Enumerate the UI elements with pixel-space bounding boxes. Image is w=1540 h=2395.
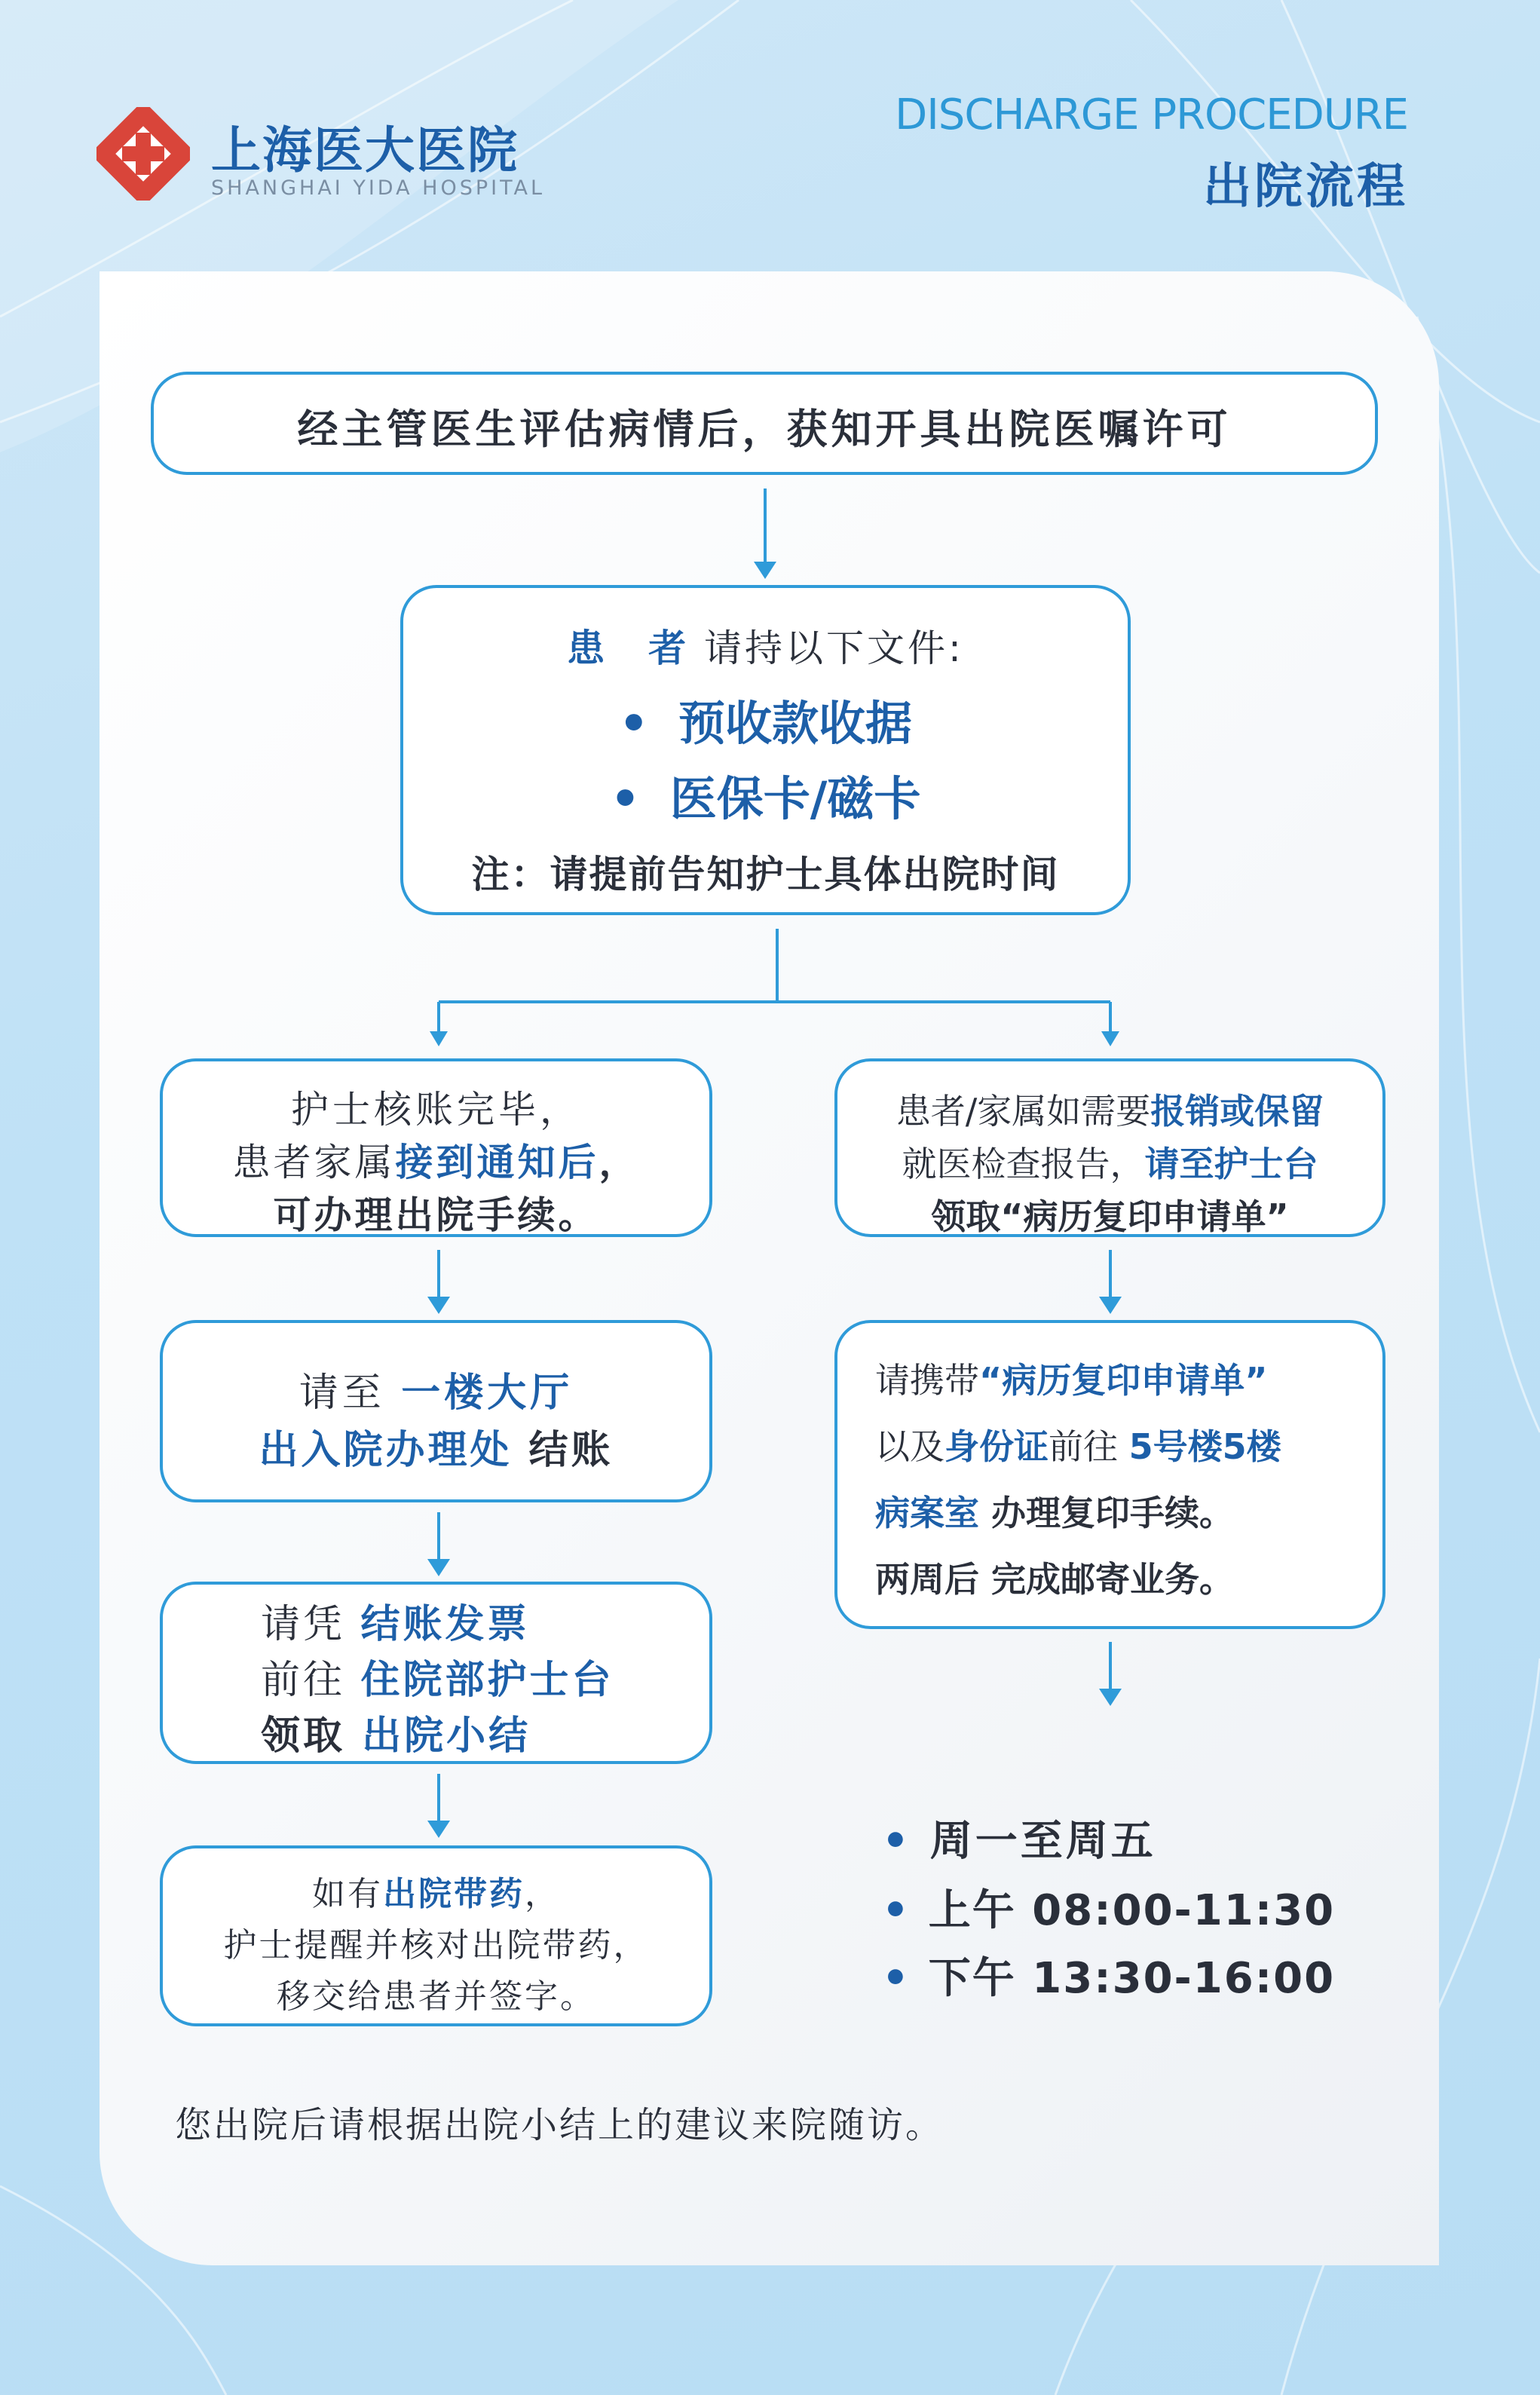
step-medical-record-copy: 请携带“病历复印申请单” 以及身份证前往 5号楼5楼 病案室 办理复印手续。 两周后 完成邮寄业务。 — [834, 1320, 1385, 1629]
step-discharge-summary: 请凭 结账发票 前往 住院部护士台 领取 出院小结 — [160, 1582, 712, 1764]
bullet-icon: • — [610, 771, 641, 826]
documents-note: 注：请提前告知护士具体出院时间 — [471, 853, 1060, 896]
hours-days: • 周一至周五 — [882, 1817, 1156, 1866]
hospital-name-en: SHANGHAI YIDA HOSPITAL — [211, 176, 546, 200]
hours-morning: • 上午 08:00-11:30 — [882, 1886, 1336, 1935]
doc-receipt: 预收款收据 — [678, 696, 913, 751]
step-copy-request: 患者/家属如需要报销或保留 就医检查报告，请至护士台 领取“病历复印申请单” — [834, 1058, 1385, 1237]
bullet-icon: • — [882, 1817, 912, 1866]
step-doctor-approval-text: 经主管医生评估病情后，获知开具出院医嘱许可 — [297, 406, 1232, 453]
hospital-name-cn: 上海医大医院 — [211, 121, 519, 179]
step-discharge-medication: 如有出院带药， 护士提醒并核对出院带药， 移交给患者并签字。 — [160, 1845, 712, 2026]
page-title-en: DISCHARGE PROCEDURE — [895, 90, 1408, 139]
bullet-icon: • — [618, 696, 649, 751]
step-nurse-checkout: 护士核账完毕， 患者家属接到通知后， 可办理出院手续。 — [160, 1058, 712, 1237]
bullet-icon: • — [882, 1954, 911, 2003]
documents-label: 请持以下文件: — [704, 626, 964, 670]
hours-afternoon: • 下午 13:30-16:00 — [882, 1954, 1336, 2003]
step-doctor-approval — [151, 372, 1378, 475]
step-documents — [400, 585, 1131, 915]
page-title-cn: 出院流程 — [1203, 159, 1408, 215]
patient-label: 患 者 — [567, 626, 690, 670]
follow-up-note: 您出院后请根据出院小结上的建议来院随访。 — [175, 2104, 945, 2146]
bullet-icon: • — [882, 1886, 911, 1935]
step-settle-account: 请至 一楼大厅 出入院办理处 结账 — [160, 1320, 712, 1502]
doc-insurance-card: 医保卡/磁卡 — [669, 771, 921, 826]
